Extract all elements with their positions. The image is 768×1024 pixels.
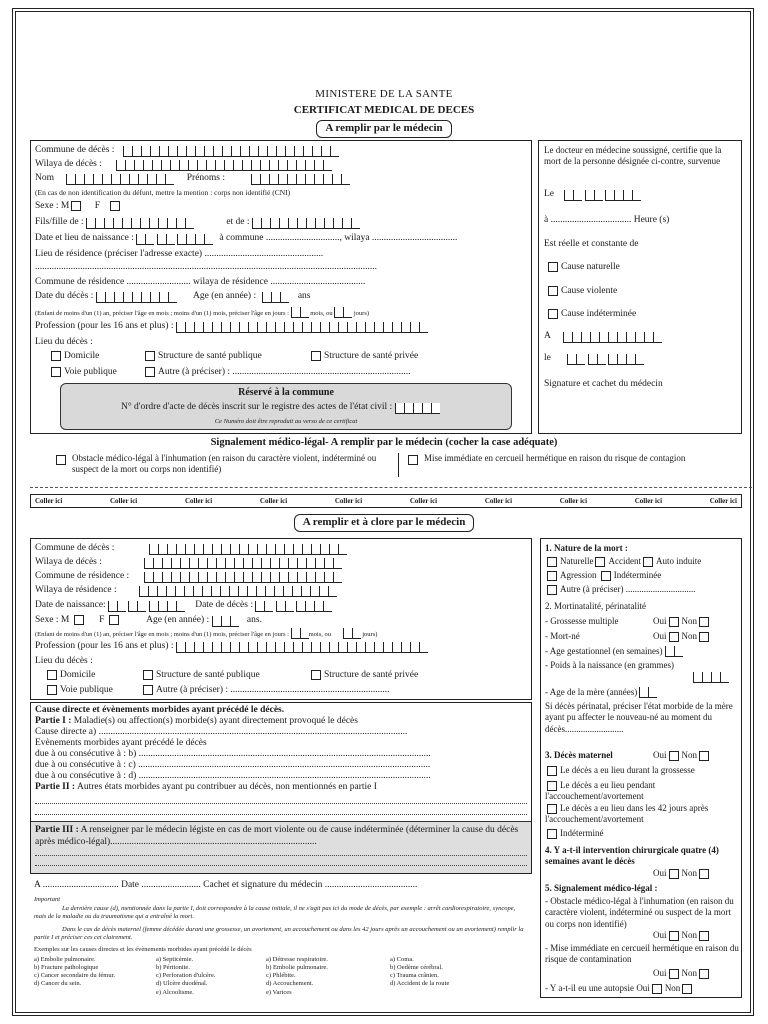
autre-label: Autre (à préciser) : ........................................................................... bbox=[158, 367, 411, 378]
wilaya-deces-field[interactable] bbox=[116, 160, 332, 171]
nature-naturelle-checkbox[interactable] bbox=[547, 557, 557, 567]
profession-label: Profession (pour les 16 ans et plus) : bbox=[35, 321, 174, 331]
medecin-signature-line[interactable]: A ................................ Date ......................... Cachet et signature du médecin ....................................... bbox=[34, 880, 418, 890]
grossesse-oui-label: Oui bbox=[653, 616, 667, 626]
prenoms-field[interactable] bbox=[251, 174, 350, 185]
mat-accouch-label: Le décès a eu lieu pendant l'accouchement/avortement bbox=[545, 780, 656, 802]
intervention-oui-checkbox[interactable] bbox=[669, 869, 679, 879]
exemple-item: e) Varices bbox=[266, 988, 292, 996]
p2-commune-field[interactable] bbox=[149, 544, 347, 555]
attest-date-month[interactable] bbox=[588, 354, 606, 365]
domicile-checkbox[interactable] bbox=[51, 351, 61, 361]
cause-b-line[interactable]: due à ou consécutive à : b) ........................................................................................................................... bbox=[35, 749, 431, 759]
exemple-item: b) Fracture pathologique bbox=[34, 964, 99, 972]
age-label: Age (en année) : bbox=[193, 291, 257, 301]
cut-line bbox=[30, 487, 752, 488]
exemple-item: a) Embolie pulmonaire. bbox=[34, 956, 96, 963]
p2-domicile-label: Domicile bbox=[60, 670, 96, 681]
p2-age-field[interactable] bbox=[212, 616, 239, 627]
important-para2: Dans le cas de décès maternel (femme décédée durant une grossesse, un avortement, un accouchement ou dans les 42 jours après un accouchement ou un avortement) remplir la partie I et préciser ces cet clairement. bbox=[34, 926, 524, 942]
exemples-list bbox=[34, 956, 528, 997]
partie3-text: A renseigner par le médecin légiste en cas de mort violente ou de cause indéterminée (déterminer la cause du décès après médico-légal)....................................................................................... bbox=[35, 825, 519, 847]
exemple-item: a) Détresse respiratoire. bbox=[266, 956, 328, 963]
p2-age-label: Age (en année) : bbox=[146, 615, 210, 626]
residence-label: Lieu de résidence (préciser l'adresse exacte) .................................................. bbox=[35, 249, 324, 259]
p2-deces-day[interactable] bbox=[255, 601, 273, 612]
p2-autre-label: Autre (à préciser) : ................................................................... bbox=[156, 685, 390, 696]
cause-indeterminee-checkbox[interactable] bbox=[548, 309, 558, 319]
attest-year-field[interactable] bbox=[605, 190, 641, 201]
commune-residence-label: Commune de résidence ........................... wilaya de résidence ........................................ bbox=[35, 277, 366, 287]
coller-label: Coller ici bbox=[409, 496, 438, 505]
obstacle2-oui-label: Oui bbox=[653, 930, 667, 940]
maternel-oui-checkbox[interactable] bbox=[669, 751, 679, 761]
mise2-oui-label: Oui bbox=[653, 968, 667, 978]
fils-field[interactable] bbox=[86, 218, 194, 229]
p2-struct-priv-checkbox[interactable] bbox=[311, 670, 321, 680]
fils-label: Fils/fille de : bbox=[35, 217, 84, 227]
nature-title: 1. Nature de la mort : bbox=[545, 543, 628, 553]
p2-wilaya-res-field[interactable] bbox=[139, 586, 337, 597]
nature-indeterminee-checkbox[interactable] bbox=[601, 571, 611, 581]
part2-info-section bbox=[30, 538, 532, 700]
grossesse-non-checkbox[interactable] bbox=[699, 617, 709, 627]
p2-jours-label: jours) bbox=[362, 630, 378, 638]
cause-violente-label: Cause violente bbox=[561, 286, 618, 297]
p2-deces-year[interactable] bbox=[296, 601, 332, 612]
naissance-day-field[interactable] bbox=[136, 234, 154, 245]
p2-wilaya-res-label: Wilaya de résidence : bbox=[35, 585, 117, 595]
nature-autre-label: Autre (à préciser) ............................... bbox=[560, 584, 696, 594]
sexe-m-checkbox[interactable] bbox=[71, 201, 81, 211]
p2-commune-res-label: Commune de résidence : bbox=[35, 571, 130, 581]
profession-field[interactable] bbox=[176, 322, 428, 333]
p2-naissance-label: Date de naissance: bbox=[35, 600, 106, 610]
coller-label: Coller ici bbox=[634, 496, 663, 505]
p2-autre-checkbox[interactable] bbox=[143, 685, 153, 695]
sexe-label: Sexe : M bbox=[35, 201, 70, 212]
perinatal-label: Si décès périnatal, préciser l'état morbide de la mère ayant pu affecter le nouveau-né au moment du décès.......................... bbox=[545, 701, 733, 734]
grossesse-oui-checkbox[interactable] bbox=[669, 617, 679, 627]
p2-struct-pub-checkbox[interactable] bbox=[143, 670, 153, 680]
maternel-title: 3. Décès maternel bbox=[545, 750, 613, 760]
date-deces-label: Date du décès : bbox=[35, 291, 94, 301]
attest-day-field[interactable] bbox=[564, 190, 582, 201]
p2-naissance-day[interactable] bbox=[108, 601, 126, 612]
signalement2-title: 5. Signalement médico-légal : bbox=[545, 883, 658, 893]
remplir-heading: A remplir par le médecin bbox=[316, 120, 451, 138]
obstacle-checkbox[interactable] bbox=[56, 455, 66, 465]
attestation-section bbox=[538, 140, 742, 434]
p2-struct-pub-label: Structure de santé publique bbox=[156, 670, 260, 681]
exemple-item bbox=[390, 989, 510, 997]
p2-profession-label: Profession (pour les 16 ans et plus) : bbox=[35, 641, 174, 651]
lieu-deces-label: Lieu du décès : bbox=[35, 337, 93, 347]
nature-agression-checkbox[interactable] bbox=[547, 571, 557, 581]
autopsie-oui-checkbox[interactable] bbox=[652, 984, 662, 994]
obstacle-label: Obstacle médico-légal à l'inhumation (en raison du caractère violent, indéterminé ou suspect de la mort ou corps non identifié) bbox=[72, 453, 377, 475]
p2-struct-priv-label: Structure de santé privée bbox=[324, 670, 419, 681]
exemple-item: b) Péritonite. bbox=[156, 964, 190, 972]
coller-label: Coller ici bbox=[259, 496, 288, 505]
p2-sexe-label: Sexe : M bbox=[35, 615, 70, 626]
obstacle2-non-checkbox[interactable] bbox=[699, 931, 709, 941]
autopsie-label: - Y a-t-il eu une autopsie bbox=[545, 983, 635, 993]
exemple-item: d) Accouchement. bbox=[266, 980, 314, 988]
cause-indeterminee-label: Cause indéterminée bbox=[561, 309, 637, 320]
nature-autre-checkbox[interactable] bbox=[547, 585, 557, 595]
intervention-oui-label: Oui bbox=[653, 868, 667, 878]
part2-right-section bbox=[540, 538, 742, 998]
exemple-item: a) Septicémie. bbox=[156, 956, 194, 963]
obstacle2-oui-checkbox[interactable] bbox=[669, 931, 679, 941]
mort-ne-non-checkbox[interactable] bbox=[699, 632, 709, 642]
nature-auto-label: Auto induite bbox=[655, 556, 702, 566]
enfant-note: (Enfant de moins d'un (1) an, préciser l'âge en mois ; moins d'un (1) mois, préciser l'âge en jours : bbox=[35, 309, 289, 317]
coller-label: Coller ici bbox=[184, 496, 213, 505]
important-label: Important bbox=[34, 896, 60, 903]
obstacle2-non-label: Non bbox=[681, 930, 697, 940]
cause-violente-checkbox[interactable] bbox=[548, 286, 558, 296]
sexe-f-checkbox[interactable] bbox=[110, 201, 120, 211]
p2-wilaya-label: Wilaya de décès : bbox=[35, 557, 102, 567]
p2-wilaya-field[interactable] bbox=[144, 558, 342, 569]
reelle-label: Est réelle et constante de bbox=[544, 239, 639, 249]
part2-heading: A remplir et à clore par le médecin bbox=[294, 514, 475, 532]
mise-checkbox[interactable] bbox=[408, 455, 418, 465]
mois-ou-label: mois, ou bbox=[310, 309, 333, 317]
p2-voie-label: Voie publique bbox=[60, 685, 113, 696]
evenements-label: Evènements morbides ayant précédé le décès bbox=[35, 738, 207, 748]
mort-ne-oui-checkbox[interactable] bbox=[669, 632, 679, 642]
nature-auto-checkbox[interactable] bbox=[643, 557, 653, 567]
p2-ans-label: ans. bbox=[246, 615, 262, 626]
p2-date-deces-label: Date de décès : bbox=[195, 600, 253, 610]
structure-publique-checkbox[interactable] bbox=[145, 351, 155, 361]
mort-ne-label: - Mort-né bbox=[545, 631, 580, 641]
causes-section bbox=[30, 702, 532, 874]
commune-reserved-title: Réservé à la commune bbox=[238, 387, 334, 398]
attest-date-day[interactable] bbox=[567, 354, 585, 365]
commune-reserved-box bbox=[60, 383, 512, 430]
maternel-non-label: Non bbox=[681, 750, 697, 760]
p2-sexe-m-checkbox[interactable] bbox=[74, 615, 84, 625]
p2-profession-field[interactable] bbox=[176, 642, 428, 653]
intervention-non-checkbox[interactable] bbox=[699, 869, 709, 879]
age-mere-field[interactable] bbox=[639, 687, 657, 698]
partie1-label: Partie I : bbox=[35, 716, 72, 726]
cause-naturelle-label: Cause naturelle bbox=[561, 262, 620, 273]
p2-jours-field[interactable] bbox=[343, 628, 361, 639]
partie3-label: Partie III : bbox=[35, 825, 79, 835]
mat-indet-label: Indéterminé bbox=[560, 828, 604, 838]
p2-naissance-month[interactable] bbox=[128, 601, 146, 612]
nature-indeterminee-label: Indéterminée bbox=[613, 570, 662, 580]
cause-d-line[interactable]: due à ou consécutive à : d) ........................................................................................................................... bbox=[35, 771, 431, 781]
partie1-text: Maladie(s) ou affection(s) morbide(s) ayant directement provoqué le décès bbox=[73, 716, 358, 726]
p2-naissance-year[interactable] bbox=[149, 601, 185, 612]
sexe-f-label: F bbox=[94, 201, 100, 212]
autre-checkbox[interactable] bbox=[145, 367, 155, 377]
exemple-item: a) Coma. bbox=[390, 956, 414, 963]
nature-accident-label: Accident bbox=[608, 556, 641, 566]
age-field[interactable] bbox=[262, 292, 289, 303]
exemple-item: d) Ulcère duodénal. bbox=[156, 980, 208, 988]
p2-commune-res-field[interactable] bbox=[144, 572, 342, 583]
jours-label: jours) bbox=[353, 309, 370, 317]
commune-deces-field[interactable] bbox=[123, 146, 339, 157]
poids-label: - Poids à la naissance (en grammes) bbox=[545, 660, 674, 670]
exemple-item: d) Cancer du sein. bbox=[34, 980, 82, 988]
mort-ne-non-label: Non bbox=[681, 631, 697, 641]
exemple-item: c) Perforation d'ulcère. bbox=[156, 972, 216, 980]
mise2-non-checkbox[interactable] bbox=[699, 969, 709, 979]
partie2-text: Autres états morbides ayant pu contribuer au décès, non mentionnés en partie I bbox=[76, 782, 377, 792]
causes-title: Cause directe et évènements morbides ayant précédé le décès. bbox=[35, 705, 285, 715]
commune-note: Ce Numéro doit être reproduit au verso de ce certificat bbox=[214, 418, 358, 425]
a-label: A bbox=[544, 331, 551, 341]
cause-c-line[interactable]: due à ou consécutive à : c) ........................................................................................................................... bbox=[35, 760, 431, 770]
exemples-label: Exemples sur les causes directes et les évènements morbides ayant précédé le décès bbox=[34, 946, 252, 953]
signature-label: Signature et cachet du médecin bbox=[544, 379, 663, 389]
cause-naturelle-checkbox[interactable] bbox=[548, 262, 558, 272]
mise2-oui-checkbox[interactable] bbox=[669, 969, 679, 979]
attest-date-year[interactable] bbox=[608, 354, 644, 365]
le2-label: le bbox=[544, 353, 551, 363]
attestation-intro: Le docteur en médecine soussigné, certifie que la mort de la personne désignée ci-contre, survenue bbox=[544, 145, 722, 167]
mat-grossesse-label: Le décès a eu lieu durant la grossesse bbox=[560, 765, 695, 775]
exemple-item: c) Phlébite. bbox=[266, 972, 296, 980]
p2-domicile-checkbox[interactable] bbox=[47, 670, 57, 680]
mortinat-title: 2. Mortinatalité, périnatalité bbox=[545, 601, 646, 611]
exemple-item: e) Alcoolisme. bbox=[156, 988, 194, 996]
le-label: Le bbox=[544, 189, 555, 199]
domicile-label: Domicile bbox=[64, 351, 100, 362]
mat-indet-checkbox[interactable] bbox=[547, 829, 557, 839]
p2-sexe-f-label: F bbox=[99, 615, 105, 626]
attest-lieu-field[interactable] bbox=[563, 332, 662, 343]
mat-42-checkbox[interactable] bbox=[547, 804, 557, 814]
date-deces-field[interactable] bbox=[96, 292, 177, 303]
exemple-item: d) Accident de la route bbox=[390, 980, 450, 988]
exemple-item: c) Cancer secondaire du fémur. bbox=[34, 972, 116, 980]
coller-label: Coller ici bbox=[559, 496, 588, 505]
maternel-oui-label: Oui bbox=[653, 750, 667, 760]
ans-label: ans bbox=[297, 291, 311, 301]
ordre-field[interactable] bbox=[395, 403, 440, 414]
p2-enfant-note: (Enfant de moins d'un (1) an, préciser l'âge en mois ; moins d'un (1) mois, préciser l'âge en jours : bbox=[35, 630, 289, 638]
intervention-title: 4. Y a-t-il intervention chirurgicale quatre (4) semaines avant le décès bbox=[545, 845, 719, 867]
age-mere-label: - Age de la mère (années) bbox=[545, 687, 638, 697]
age-gest-label: - Age gestationnel (en semaines) bbox=[545, 646, 663, 656]
cni-note: (En cas de non identification du défunt, mettre la mention : corps non identifié (CNI) bbox=[35, 188, 291, 197]
voie-publique-label: Voie publique bbox=[64, 367, 117, 378]
wilaya-dots: wilaya .................................... bbox=[344, 233, 458, 243]
coller-label: Coller ici bbox=[109, 496, 138, 505]
exemple-item: b) Oedème cérébral. bbox=[390, 964, 443, 972]
mise-label: Mise immédiate en cercueil hermétique en raison du risque de contagion bbox=[424, 453, 686, 463]
p2-commune-label: Commune de décès : bbox=[35, 543, 115, 553]
structure-privee-label: Structure de santé privée bbox=[324, 351, 419, 362]
mat-accouch-checkbox[interactable] bbox=[547, 781, 557, 791]
p2-voie-checkbox[interactable] bbox=[47, 685, 57, 695]
commune-a-label: à commune ..............................., bbox=[219, 233, 342, 243]
et-de-label: et de : bbox=[226, 217, 250, 227]
important-para1: La dernière cause (d), mentionnée dans la partie I, doit correspondre à la cause initiale, il ne s'agit pas ici du mode de décès, par exemple : arrêt cardiorespiratoire, syncope, mais de la maladie ou du traumatisme qui a entraîné la mort. bbox=[34, 905, 516, 921]
naissance-label: Date et lieu de naissance : bbox=[35, 233, 134, 243]
poids-field[interactable] bbox=[693, 672, 729, 683]
autopsie-non-checkbox[interactable] bbox=[682, 984, 692, 994]
autopsie-non-label: Non bbox=[664, 983, 681, 993]
intervention-non-label: Non bbox=[681, 868, 697, 878]
maternel-non-checkbox[interactable] bbox=[699, 751, 709, 761]
exemple-item: b) Embolie pulmonaire. bbox=[266, 964, 328, 972]
p2-mois-field[interactable] bbox=[291, 628, 309, 639]
coller-label: Coller ici bbox=[35, 496, 63, 505]
voie-publique-checkbox[interactable] bbox=[51, 367, 61, 377]
mois-field[interactable] bbox=[291, 307, 309, 318]
partie2-label: Partie II : bbox=[35, 782, 76, 792]
p2-mois-ou: mois, ou bbox=[308, 630, 331, 638]
structure-privee-checkbox[interactable] bbox=[311, 351, 321, 361]
coller-label: Coller ici bbox=[484, 496, 513, 505]
ordre-label: N° d'ordre d'acte de décès inscrit sur le registre des actes de l'état civil : bbox=[121, 402, 393, 412]
prenoms-label: Prénoms : bbox=[186, 173, 226, 183]
age-gest-field[interactable] bbox=[665, 646, 683, 657]
exemple-item bbox=[34, 989, 156, 997]
residence-dots: ................................................................................................................................................ bbox=[35, 262, 377, 272]
nature-naturelle-label: Naturelle bbox=[560, 556, 594, 566]
p2-lieu-label: Lieu du décès : bbox=[35, 656, 93, 666]
wilaya-deces-label: Wilaya de décès : bbox=[35, 159, 102, 169]
mise2-label: - Mise immédiate en cercueil hermétique en raison du risque de contamination bbox=[545, 943, 739, 965]
coller-label: Coller ici bbox=[709, 496, 737, 505]
naissance-month-field[interactable] bbox=[157, 234, 175, 245]
jours-field[interactable] bbox=[334, 307, 352, 318]
p2-deces-month[interactable] bbox=[276, 601, 294, 612]
exemple-item: c) Trauma crânien. bbox=[390, 972, 439, 980]
structure-publique-label: Structure de santé publique bbox=[158, 351, 262, 362]
et-de-field[interactable] bbox=[252, 218, 360, 229]
p2-sexe-f-checkbox[interactable] bbox=[109, 615, 119, 625]
grossesse-label: - Grossesse multiple bbox=[545, 616, 619, 626]
obstacle2-label: - Obstacle médico-légal à l'inhumation (en raison du caractère violent, indéterminé ou suspect de la mort ou corps non identifié) bbox=[545, 896, 734, 929]
coller-strip bbox=[30, 494, 742, 508]
nom-field[interactable] bbox=[66, 174, 174, 185]
certificate-title: CERTIFICAT MEDICAL DE DECES bbox=[293, 104, 475, 116]
cause-directe-line[interactable]: Cause directe a) .................................................................................................................................. bbox=[35, 727, 408, 737]
attest-month-field[interactable] bbox=[585, 190, 603, 201]
signalement-title: Signalement médico-légal- A remplir par le médecin (cocher la case adéquate) bbox=[210, 437, 558, 448]
autopsie-oui-label: Oui bbox=[636, 983, 650, 993]
grossesse-non-label: Non bbox=[681, 616, 697, 626]
commune-deces-label: Commune de décès : bbox=[35, 145, 115, 155]
mat-grossesse-checkbox[interactable] bbox=[547, 766, 557, 776]
nom-label: Nom bbox=[35, 173, 54, 183]
mat-42-label: Le décès a eu lieu dans les 42 jours après l'accouchement/avortement bbox=[545, 803, 709, 825]
mort-ne-oui-label: Oui bbox=[653, 631, 667, 641]
nature-accident-checkbox[interactable] bbox=[595, 557, 605, 567]
ministry-title: MINISTERE DE LA SANTE bbox=[315, 88, 453, 100]
nature-agression-label: Agression bbox=[560, 570, 597, 580]
mise2-non-label: Non bbox=[681, 968, 697, 978]
heure-label: à .................................. Heure (s) bbox=[544, 215, 670, 225]
naissance-year-field[interactable] bbox=[177, 234, 213, 245]
coller-label: Coller ici bbox=[334, 496, 363, 505]
